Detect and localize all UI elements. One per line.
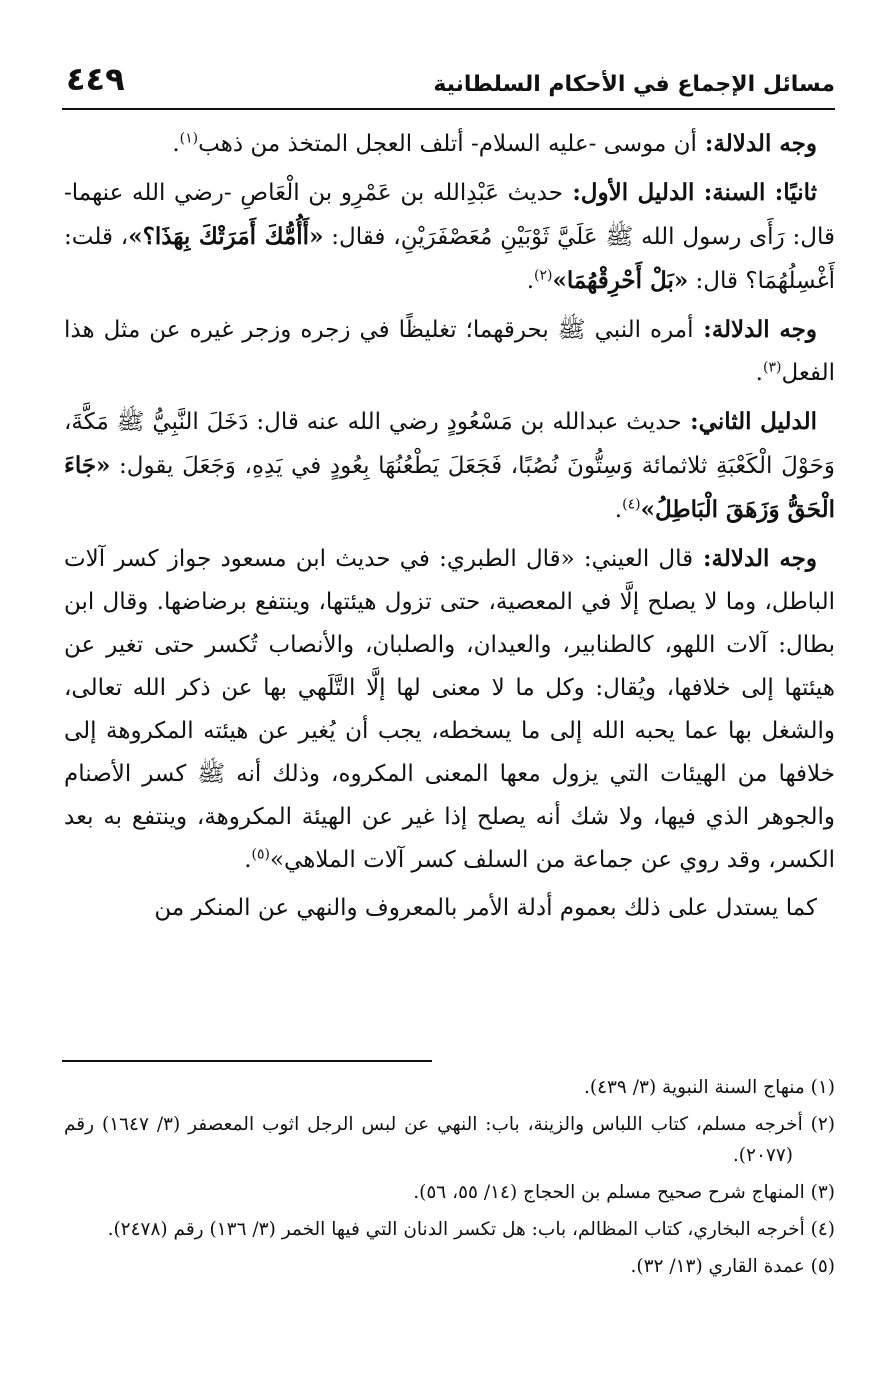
- paragraph-text: أمره النبي ﷺ بحرقهما؛ تغليظًا في زجره وزجر غيره عن مثل هذا الفعل: [64, 317, 835, 386]
- running-header: [62, 58, 835, 102]
- paragraph-3: [64, 308, 835, 395]
- quran-quote: «جَاءَ الْحَقُّ وَزَهَقَ الْبَاطِلُ»: [64, 452, 835, 523]
- footnote-4: (٤) أخرجه البخاري، كتاب المظالم، باب: هل تكسر الدنان التي فيها الخمر (٣/ ١٣٦) رقم (٢٤٧٨).: [107, 1219, 835, 1240]
- paragraph-text: حديث عَبْدِالله بن عَمْرِو بن الْعَاصِ -رضي الله عنهما- قال: رَأَى رسول الله ﷺ عَلَيَّ ثَوْبَيْنِ مُعَصْفَرَيْنِ، فقال:: [64, 180, 836, 250]
- hadith-quote: «أَأُمُّكَ أَمَرَتْكَ بِهَذَا؟»: [128, 223, 324, 250]
- paragraph-text: حديث عبدالله بن مَسْعُودٍ رضي الله عنه قال: دَخَلَ النَّبِيُّ ﷺ مَكَّةَ، وَحَوْلَ الْكَعْبَةِ ثلاثمائة وَسِتُّونَ نُصُبًا، فَجَعَلَ يَطْعُنُهَا بِعُودٍ في يَدِهِ، وَجَعَلَ يقول:: [64, 409, 835, 479]
- paragraph-text: كما يستدل على ذلك بعموم أدلة الأمر بالمعروف والنهي عن المنكر من: [154, 895, 817, 921]
- footnote-ref: (١): [179, 130, 199, 147]
- paragraph-5: [64, 537, 835, 882]
- footnote-ref: (٤): [622, 496, 641, 513]
- paragraph-tail: .: [244, 847, 252, 873]
- paragraph-lead: وجه الدلالة:: [693, 545, 818, 572]
- footnotes: [64, 1072, 835, 1288]
- paragraph-2: [64, 171, 835, 303]
- header-divider: [62, 108, 835, 110]
- paragraph-1: [64, 122, 835, 166]
- footnote-2: (٢) أخرجه مسلم، كتاب اللباس والزينة، باب: النهي عن لبس الرجل اثوب المعصفر (٣/ ١٦٤٧) رقم (٢٠٧٧).: [64, 1114, 835, 1166]
- paragraph-text: قال العيني: «قال الطبري: في حديث ابن مسعود جواز كسر آلات الباطل، وما لا يصلح إلَّا في المعصية، حتى تزول هيئتها، وينتفع برضاضها. وقال ابن بطال: آلات اللهو، كالطنابير، والعيدان، والصلبان، والأنصاب تُكسر حتى تغير عن هيئتها إلى خلافها، ويُقال: وكل ما لا معنى لها إلَّا التَّلَهي بها عن ذكر الله تعالى، والشغل بها عما يحبه الله إلى ما يسخطه، يجب أن يُغير عن هيئته المكروهة إلى خلافها من الهيئات التي يزول معها المعنى المكروه، وذلك أنه ﷺ كسر الأصنام والجوهر الذي فيها، ولا شك أنه يصلح إذا غير عن الهيئة المكروهة، وينتفع به بعد الكسر، وقد روي عن جماعة من السلف كسر آلات الملاهي»: [64, 546, 835, 873]
- footnote-3: (٣) المنهاج شرح صحيح مسلم بن الحجاج (١٤/ ٥٥، ٥٦).: [413, 1182, 835, 1203]
- paragraph-lead: الدليل الثاني:: [681, 408, 817, 435]
- paragraph-tail: .: [526, 268, 534, 294]
- footnote-5: (٥) عمدة القاري (١٣/ ٣٢).: [630, 1256, 835, 1277]
- main-text: [64, 122, 835, 935]
- paragraph-tail: .: [614, 497, 623, 523]
- paragraph-lead: وجه الدلالة:: [693, 316, 817, 343]
- footnote-1: (١) منهاج السنة النبوية (٣/ ٤٣٩).: [583, 1077, 835, 1098]
- paragraph-lead: وجه الدلالة:: [696, 130, 817, 157]
- paragraph-text-continued: ، قلت: أَغْسِلُهُمَا؟ قال:: [64, 224, 835, 294]
- paragraph-lead: ثانيًا: السنة: الدليل الأول:: [562, 179, 818, 206]
- footnote-divider: [62, 1060, 432, 1062]
- paragraph-tail: .: [172, 131, 180, 157]
- paragraph-4: [64, 400, 835, 532]
- hadith-quote: «بَلْ أَحْرِقْهُمَا»: [552, 267, 689, 294]
- footnote-ref: (٢): [534, 267, 553, 284]
- footnote-ref: (٥): [251, 846, 270, 863]
- running-title: مسائل الإجماع في الأحكام السلطانية: [433, 72, 835, 97]
- paragraph-tail: .: [755, 360, 763, 386]
- paragraph-6: [64, 887, 835, 930]
- footnote-ref: (٣): [762, 359, 782, 376]
- paragraph-text: أن موسى -عليه السلام- أتلف العجل المتخذ من ذهب: [198, 131, 697, 157]
- page-number: ٤٤٩: [66, 60, 125, 98]
